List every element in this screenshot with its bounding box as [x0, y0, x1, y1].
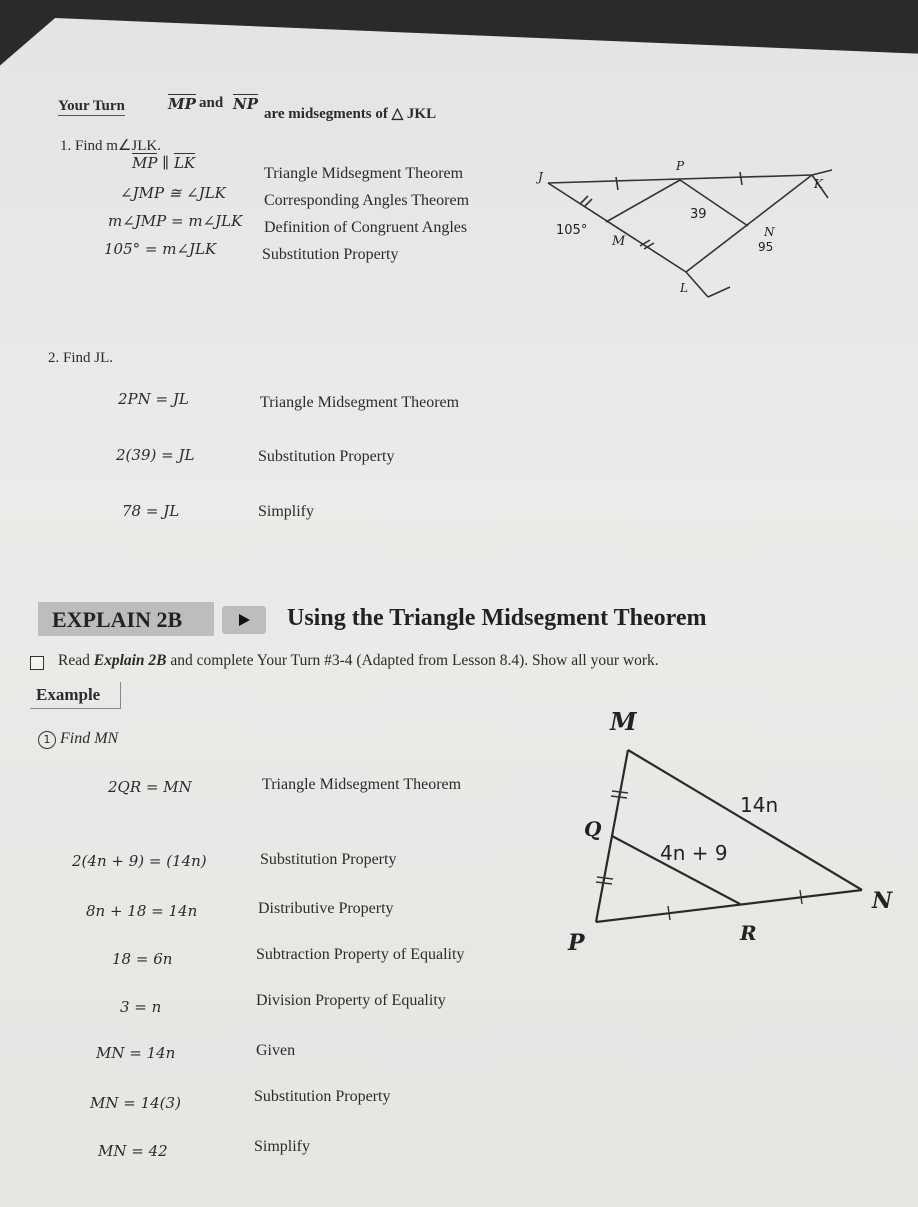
vertex-m2-label: M: [610, 707, 637, 736]
vertex-l-label: L: [680, 281, 688, 295]
problem2-step2-math: 2(39) = JL: [116, 446, 195, 464]
explain-2b-tag: EXPLAIN 2B: [38, 602, 214, 636]
problem1-step3-math: m∠JMP = m∠JLK: [108, 212, 243, 230]
example-step5-math: 3 = n: [120, 998, 162, 1016]
example-step5-reason: Division Property of Equality: [256, 992, 446, 1009]
example-step6-math: MN = 14n: [96, 1044, 176, 1062]
problem1-step1-reason: Triangle Midsegment Theorem: [264, 165, 464, 182]
problem2-title: 2. Find JL.: [48, 350, 114, 366]
example-step4-reason: Subtraction Property of Equality: [256, 946, 465, 963]
instruction-text: Read Explain 2B and complete Your Turn #3-4 (Adapted from Lesson 8.4). Show all your work.: [58, 652, 659, 669]
vertex-n-label: N: [764, 225, 775, 239]
example-step8-reason: Simplify: [254, 1138, 311, 1155]
example-step7-reason: Substitution Property: [254, 1088, 391, 1105]
problem2-step1-math: 2PN = JL: [118, 390, 189, 408]
segment-95-label: 95: [758, 240, 774, 254]
vertex-p-label: P: [676, 159, 685, 173]
segment-np: NP: [233, 95, 258, 113]
section-title: Using the Triangle Midsegment Theorem: [287, 605, 707, 631]
problem2-step3-reason: Simplify: [258, 503, 315, 520]
problem2-step2-reason: Substitution Property: [258, 448, 395, 465]
problem1-step1-math: MP ∥ LK: [132, 154, 196, 172]
vertex-q-label: Q: [584, 817, 602, 841]
example-step4-math: 18 = 6n: [112, 950, 173, 968]
vertex-r-label: R: [740, 921, 757, 945]
example-step7-math: MN = 14(3): [90, 1094, 181, 1112]
problem1-step3-reason: Definition of Congruent Angles: [264, 219, 468, 236]
example-step3-math: 8n + 18 = 14n: [86, 902, 198, 920]
vertex-n2-label: N: [872, 888, 893, 914]
problem2-step1-reason: Triangle Midsegment Theorem: [260, 394, 460, 411]
example-step2-reason: Substitution Property: [260, 851, 397, 868]
vertex-j-label: J: [538, 170, 543, 184]
example-find: 1 Find MN: [38, 730, 118, 749]
and-text: and: [199, 95, 224, 111]
problem1-step2-reason: Corresponding Angles Theorem: [264, 192, 470, 209]
vertex-m-label: M: [612, 234, 626, 249]
problem1-step2-math: ∠JMP ≅ ∠JLK: [120, 184, 226, 202]
example-step6-reason: Given: [256, 1042, 296, 1059]
length-4n9-label: 4n + 9: [660, 841, 728, 865]
problem1-title: 1. Find m∠JLK.: [60, 138, 161, 154]
angle-105-label: 105°: [556, 223, 588, 238]
problem2-step3-math: 78 = JL: [122, 502, 180, 520]
segment-39-label: 39: [690, 207, 707, 222]
example-step1-reason: Triangle Midsegment Theorem: [262, 776, 462, 793]
example-label: Example: [36, 685, 101, 704]
example-step8-math: MN = 42: [98, 1142, 168, 1160]
example-step1-math: 2QR = MN: [108, 778, 192, 796]
problem1-step4-math: 105° = m∠JLK: [104, 240, 217, 258]
vertex-k-label: K: [814, 177, 823, 191]
segment-mp: MP: [168, 95, 196, 113]
example-step2-math: 2(4n + 9) = (14n): [72, 852, 207, 870]
problem1-step4-reason: Substitution Property: [262, 246, 399, 263]
vertex-p2-label: P: [568, 930, 585, 956]
example-step3-reason: Distributive Property: [258, 900, 394, 917]
your-turn-statement: are midsegments of △ JKL: [264, 106, 437, 122]
your-turn-label: Your Turn: [58, 98, 125, 114]
length-14n-label: 14n: [740, 793, 779, 817]
